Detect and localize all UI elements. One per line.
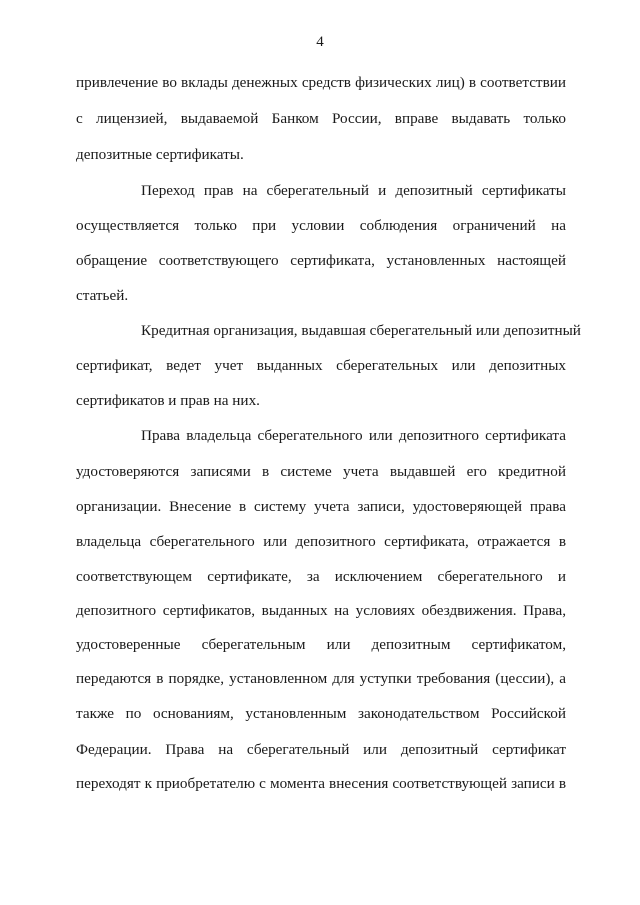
text-line: удостоверенные сберегательным или депозитным сертификатом, [76,636,566,653]
text-line: передаются в порядке, установленном для уступки требования (цессии), а [76,670,566,687]
text-line: также по основаниям, установленным законодательством Российской [76,705,566,722]
text-line: Федерации. Права на сберегательный или депозитный сертификат [76,741,566,758]
text-line: сертификат, ведет учет выданных сберегательных или депозитных [76,357,566,374]
text-line: удостоверяются записями в системе учета выдавшей его кредитной [76,463,566,480]
text-line: владельца сберегательного или депозитного сертификата, отражается в [76,533,566,550]
text-line: привлечение во вклады денежных средств физических лиц) в соответствии [76,74,566,91]
text-line: с лицензией, выдаваемой Банком России, вправе выдавать только [76,110,566,127]
text-line: Переход прав на сберегательный и депозитный сертификаты [141,182,566,199]
text-line: организации. Внесение в систему учета записи, удостоверяющей права [76,498,566,515]
text-line: депозитного сертификатов, выданных на условиях обездвижения. Права, [76,602,566,619]
text-line: осуществляется только при условии соблюдения ограничений на [76,217,566,234]
page-number: 4 [316,34,324,50]
text-line: переходят к приобретателю с момента внесения соответствующей записи в [76,775,566,792]
text-line: сертификатов и прав на них. [76,392,260,409]
text-line: Права владельца сберегательного или депозитного сертификата [141,427,566,444]
text-line: соответствующем сертификате, за исключением сберегательного и [76,568,566,585]
text-line: обращение соответствующего сертификата, установленных настоящей [76,252,566,269]
text-line: депозитные сертификаты. [76,146,244,163]
text-line: статьей. [76,287,129,304]
text-line: Кредитная организация, выдавшая сберегательный или депозитный [141,322,581,339]
